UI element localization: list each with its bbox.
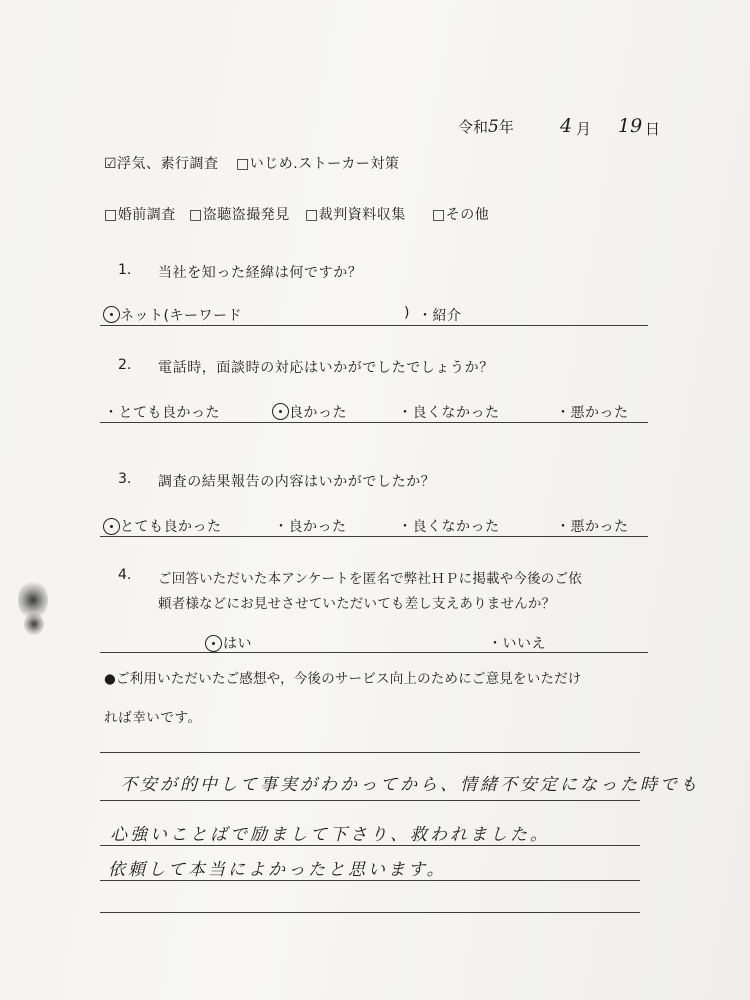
answer-line	[100, 652, 648, 653]
selected-mark-icon	[103, 518, 120, 535]
q3-option-very-good[interactable]: とても良かった	[120, 519, 222, 535]
q1-close-paren: )	[404, 305, 410, 321]
comment-line	[100, 912, 640, 913]
selected-mark-icon	[205, 635, 222, 652]
comment-line	[100, 752, 640, 753]
date-year-unit: 年	[498, 118, 514, 136]
q4-option-yes[interactable]: はい	[223, 636, 252, 652]
handwritten-comment-line2: 心強いことばで励まして下さり、救われました。	[110, 825, 550, 845]
category-premarital-checkbox[interactable]: □婚前調査	[104, 207, 176, 223]
category-infidelity-checkbox[interactable]: ☑浮気、素行調査	[104, 156, 219, 172]
q2-option-very-good[interactable]: ・とても良かった	[104, 405, 220, 421]
handwritten-comment-line1: 不安が的中して事実がわかってから、情緒不安定になった時でも	[120, 775, 700, 795]
answer-line	[100, 422, 648, 423]
answer-line	[100, 325, 648, 326]
date-year: 5	[488, 117, 499, 137]
category-other-checkbox[interactable]: □その他	[432, 207, 490, 223]
q1-option-net[interactable]: ネット(キーワード	[120, 308, 242, 324]
comment-prompt-line2: れば幸いです。	[104, 710, 202, 726]
question-4-number: 4.	[118, 567, 132, 583]
q2-option-good[interactable]: 良かった	[289, 405, 347, 421]
date-month-unit: 月	[576, 120, 592, 138]
category-bug-detection-checkbox[interactable]: □盗聴盗撮発見	[189, 207, 290, 223]
q1-option-referral[interactable]: ・紹介	[418, 308, 462, 324]
question-3-text: 調査の結果報告の内容はいかがでしたか？	[158, 474, 436, 490]
ink-smudge	[24, 612, 44, 636]
question-1-text: 当社を知った経緯は何ですか？	[158, 265, 363, 281]
q3-option-not-good[interactable]: ・良くなかった	[398, 519, 500, 535]
question-2-text: 電話時，面談時の対応はいかがでしたでしょうか？	[158, 360, 494, 376]
date-day-unit: 日	[645, 120, 661, 138]
date-day: 19	[618, 115, 643, 137]
question-4-text-line2: 頼者様などにお見せさせていただいても差し支えありませんか？	[158, 596, 556, 612]
date-month: 4	[560, 115, 573, 137]
q2-option-bad[interactable]: ・悪かった	[556, 405, 629, 421]
category-bullying-stalker-checkbox[interactable]: □いじめ.ストーカー対策	[236, 156, 400, 172]
comment-prompt-line1: ●ご利用いただいたご感想や，今後のサービス向上のためにご意見をいただけ	[104, 671, 582, 687]
date	[458, 116, 514, 137]
answer-line	[100, 536, 648, 537]
q2-option-not-good[interactable]: ・良くなかった	[398, 405, 500, 421]
q3-option-good[interactable]: ・良かった	[274, 519, 347, 535]
selected-mark-icon	[272, 403, 289, 420]
question-3-number: 3.	[118, 471, 132, 487]
question-4-text-line1: ご回答いただいた本アンケートを匿名で弊社ＨＰに掲載や今後のご依	[158, 571, 582, 587]
category-court-docs-checkbox[interactable]: □裁判資料収集	[305, 207, 406, 223]
comment-line	[100, 880, 640, 881]
comment-line	[100, 845, 640, 846]
q4-option-no[interactable]: ・いいえ	[488, 636, 546, 652]
comment-line	[100, 800, 640, 801]
question-2-number: 2.	[118, 357, 132, 373]
handwritten-comment-line3: 依頼して本当によかったと思います。	[108, 860, 447, 880]
selected-mark-icon	[103, 306, 120, 323]
question-1-number: 1.	[118, 262, 132, 278]
q3-option-bad[interactable]: ・悪かった	[556, 519, 629, 535]
date-era: 令和	[458, 118, 489, 136]
